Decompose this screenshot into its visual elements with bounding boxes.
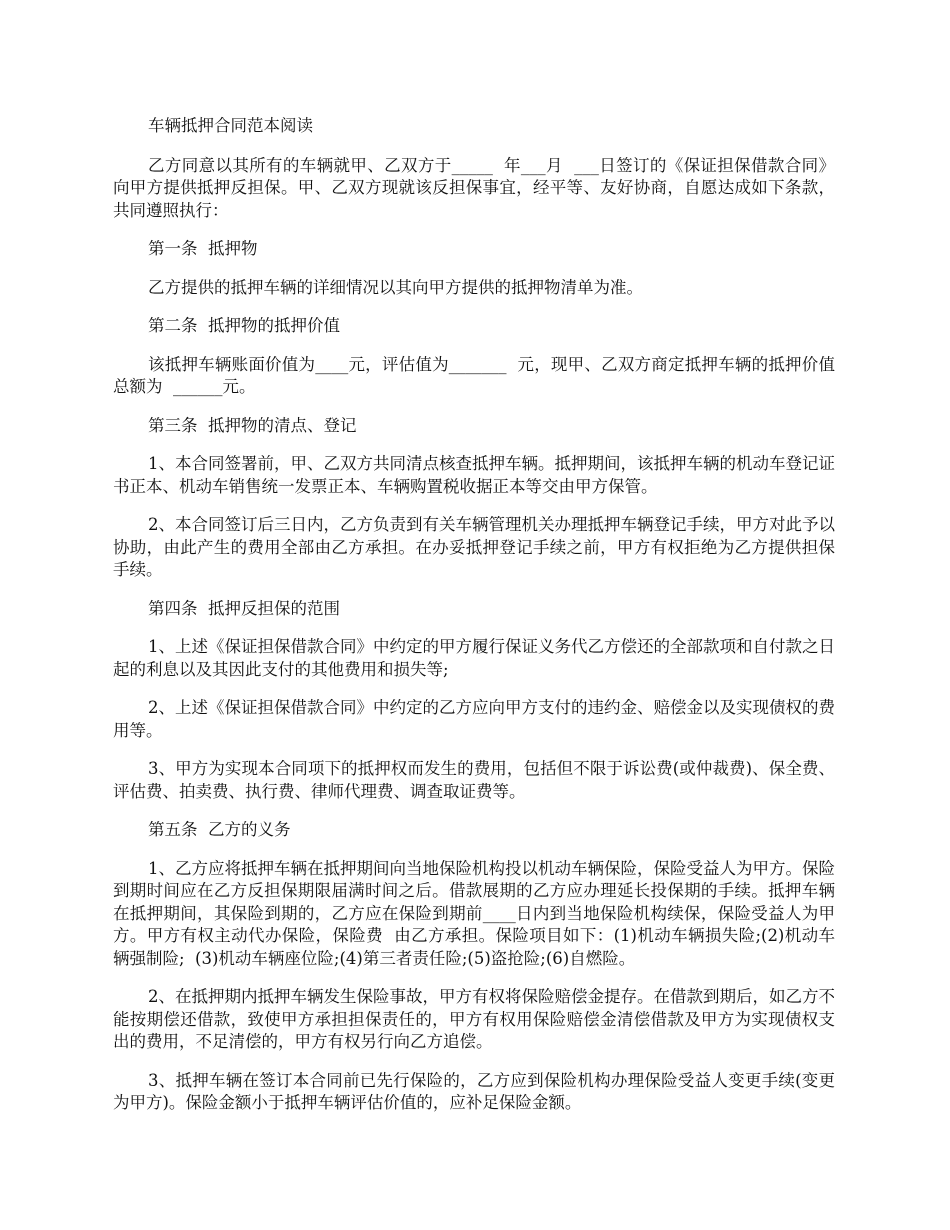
article-2-heading: 第二条 抵押物的抵押价值 [148,316,340,335]
article-3-paragraph-2: 2、本合同签订后三日内，乙方负责到有关车辆管理机关办理抵押车辆登记手续，甲方对此予以协助，由此产生的费用全部由乙方承担。在办妥抵押登记手续之前，甲方有权拒绝为乙方提供担保手续。 [113,515,835,579]
article-4-paragraph-3: 3、甲方为实现本合同项下的抵押权而发生的费用，包括但不限于诉讼费(或仲裁费)、保全费、评估费、拍卖费、执行费、律师代理费、调查取证费等。 [113,759,835,801]
article-4-heading: 第四条 抵押反担保的范围 [148,598,340,618]
article-3-heading: 第三条 抵押物的清点、登记 [148,415,357,435]
article-4-paragraph-1: 1、上述《保证担保借款合同》中约定的甲方履行保证义务代乙方偿还的全部款项和自付款之日起的利息以及其因此支付的其他费用和损失等; [113,637,835,679]
article-5-heading: 第五条 乙方的义务 [148,820,291,839]
article-1-heading: 第一条 抵押物 [148,239,258,258]
document-title: 车辆抵押合同范本阅读 [148,116,313,135]
article-5-paragraph-3: 3、抵押车辆在签订本合同前已先行保险的，乙方应到保险机构办理保险受益人变更手续(变更为甲方)。保险金额小于抵押车辆评估价值的，应补足保险金额。 [113,1070,835,1112]
document-page [113,115,835,1131]
article-2-paragraph-1: 该抵押车辆账面价值为____元，评估值为_______ 元，现甲、乙双方商定抵押车辆的抵押价值总额为 ______元。 [113,354,835,396]
article-4-paragraph-2: 2、上述《保证担保借款合同》中约定的乙方应向甲方支付的违约金、赔偿金以及实现债权的费用等。 [113,698,835,740]
article-3-paragraph-1: 1、本合同签署前，甲、乙双方共同清点核查抵押车辆。抵押期间，该抵押车辆的机动车登记证书正本、机动车销售统一发票正本、车辆购置税收据正本等交由甲方保管。 [113,454,835,496]
intro-paragraph: 乙方同意以其所有的车辆就甲、乙双方于_____ 年___月 ___日签订的《保证担保借款合同》向甲方提供抵押反担保。甲、乙双方现就该反担保事宜，经平等、友好协商，自愿达成如下条款，共同遵照执行： [113,155,835,220]
article-5-paragraph-1: 1、乙方应将抵押车辆在抵押期间向当地保险机构投以机动车辆保险，保险受益人为甲方。保险到期时间应在乙方反担保期限届满时间之后。借款展期的乙方应办理延长投保期的手续。抵押车辆在抵押期间，其保险到期的，乙方应在保险到期前____日内到当地保险机构续保，保险受益人为甲方。甲方有权主动代办保险，保险费 由乙方承担。保险项目如下：(1)机动车辆损失险;(2)机动车辆强制险; (3)机动车辆座位险;(4)第三者责任险;(5)盗抢险;(6)自燃险。 [113,858,835,968]
article-1-paragraph-1: 乙方提供的抵押车辆的详细情况以其向甲方提供的抵押物清单为准。 [148,277,643,297]
article-5-paragraph-2: 2、在抵押期内抵押车辆发生保险事故，甲方有权将保险赔偿金提存。在借款到期后，如乙方不能按期偿还借款，致使甲方承担担保责任的，甲方有权用保险赔偿金清偿借款及甲方为实现债权支出的费用，不足清偿的，甲方有权另行向乙方追偿。 [113,987,835,1051]
